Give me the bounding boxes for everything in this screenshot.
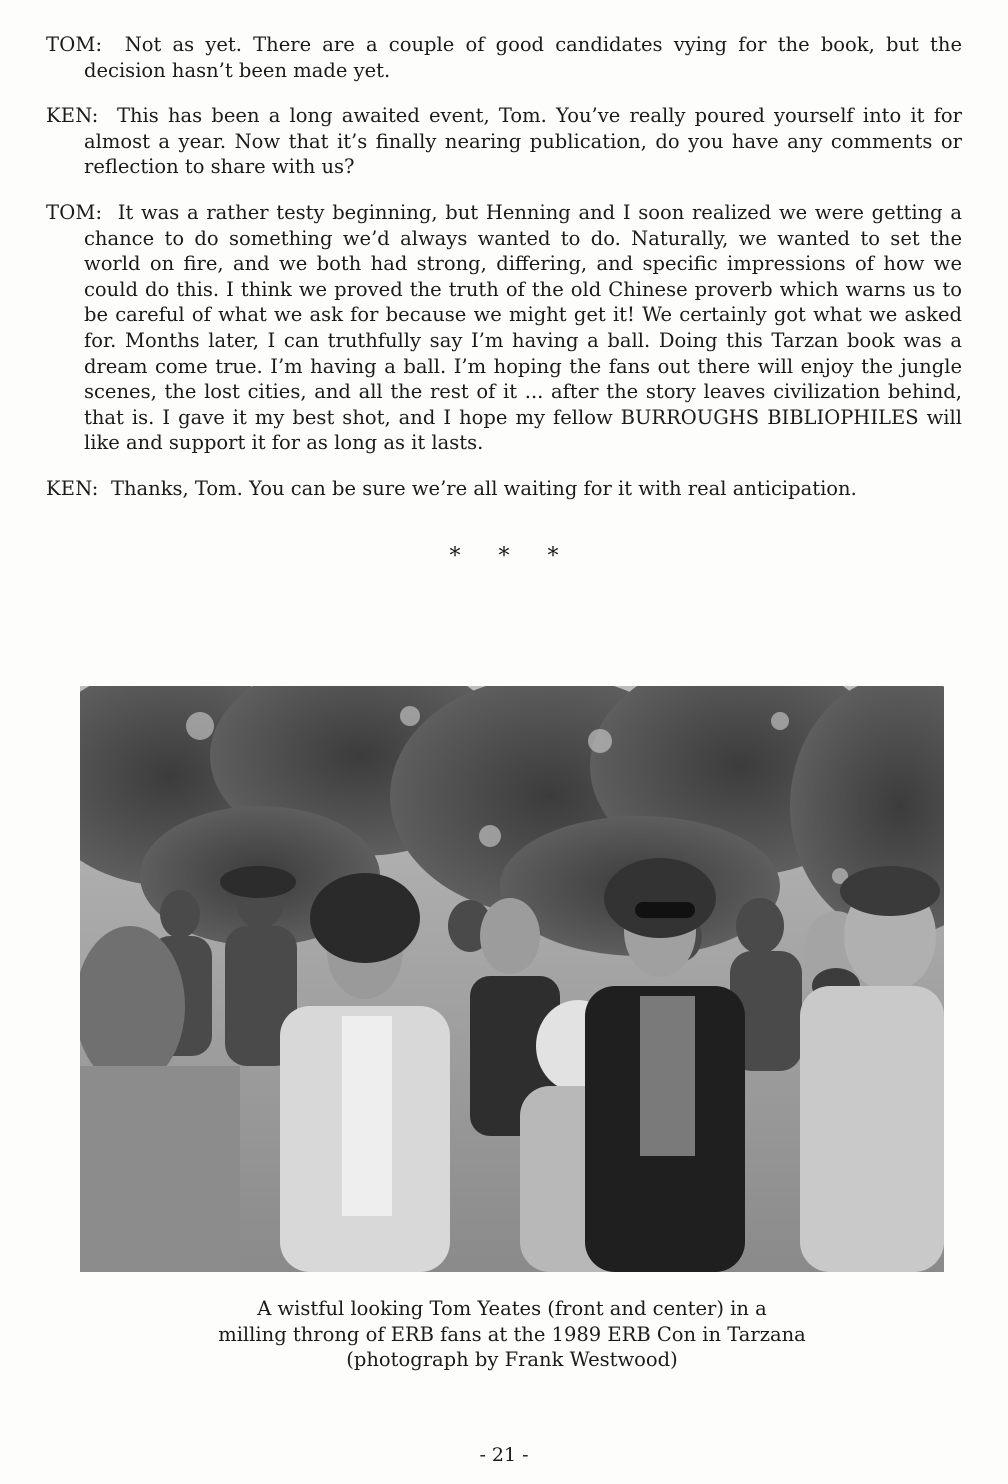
caption-line: A wistful looking Tom Yeates (front and center) in a (257, 1297, 767, 1320)
turn-text: Not as yet. There are a couple of good candidates vying for the book, but the decision hasn’t been made yet. (84, 33, 962, 82)
speaker-label: TOM: (46, 33, 103, 56)
separator-star: * (498, 544, 510, 569)
speaker-label: KEN: (46, 104, 99, 128)
turn-text: Thanks, Tom. You can be sure we’re all waiting for it with real anticipation. (110, 476, 857, 500)
page-number: - 21 - (479, 1444, 529, 1466)
photo-illustration (80, 686, 944, 1272)
crowd-photograph (80, 686, 944, 1272)
photo-caption (100, 1296, 924, 1373)
interview-turn (46, 103, 962, 180)
turn-text: It was a rather testy beginning, but Henning and I soon realized we were getting a chance to do something we’d always wanted to do. Naturally, we wanted to set the world on fire, and we both had strong, differing, and specific impressions of how we could do this. I think we proved the truth of the old Chinese proverb which warns us to be careful of what we ask for because we might get it! We certainly got what we asked for. Months later, I can truthfully say I’m having a ball. Doing this Tarzan book was a dream come true. I’m having a ball. I’m hoping the fans out there will enjoy the jungle scenes, the lost cities, and all the rest of it ... after the story leaves civilization behind, that is. I gave it my best shot, and I hope my fellow BURROUGHS BIBLIOPHILES will like and support it for as long as it lasts. (84, 200, 962, 455)
speaker-label: TOM: (46, 200, 103, 224)
section-separator (0, 544, 1008, 569)
separator-star: * (547, 544, 559, 569)
interview-turn (46, 32, 962, 83)
speaker-label: KEN: (46, 476, 99, 500)
interview-turn (46, 476, 962, 502)
caption-line: (photograph by Frank Westwood) (346, 1348, 678, 1371)
interview-text (46, 32, 962, 522)
turn-text: This has been a long awaited event, Tom. You’ve really poured yourself into it for almost a year. Now that it’s finally nearing publication, do you have any comments or reflection to share with us? (84, 104, 962, 179)
separator-star: * (449, 544, 461, 569)
caption-line: milling throng of ERB fans at the 1989 ERB Con in Tarzana (218, 1322, 806, 1346)
interview-turn (46, 200, 962, 456)
